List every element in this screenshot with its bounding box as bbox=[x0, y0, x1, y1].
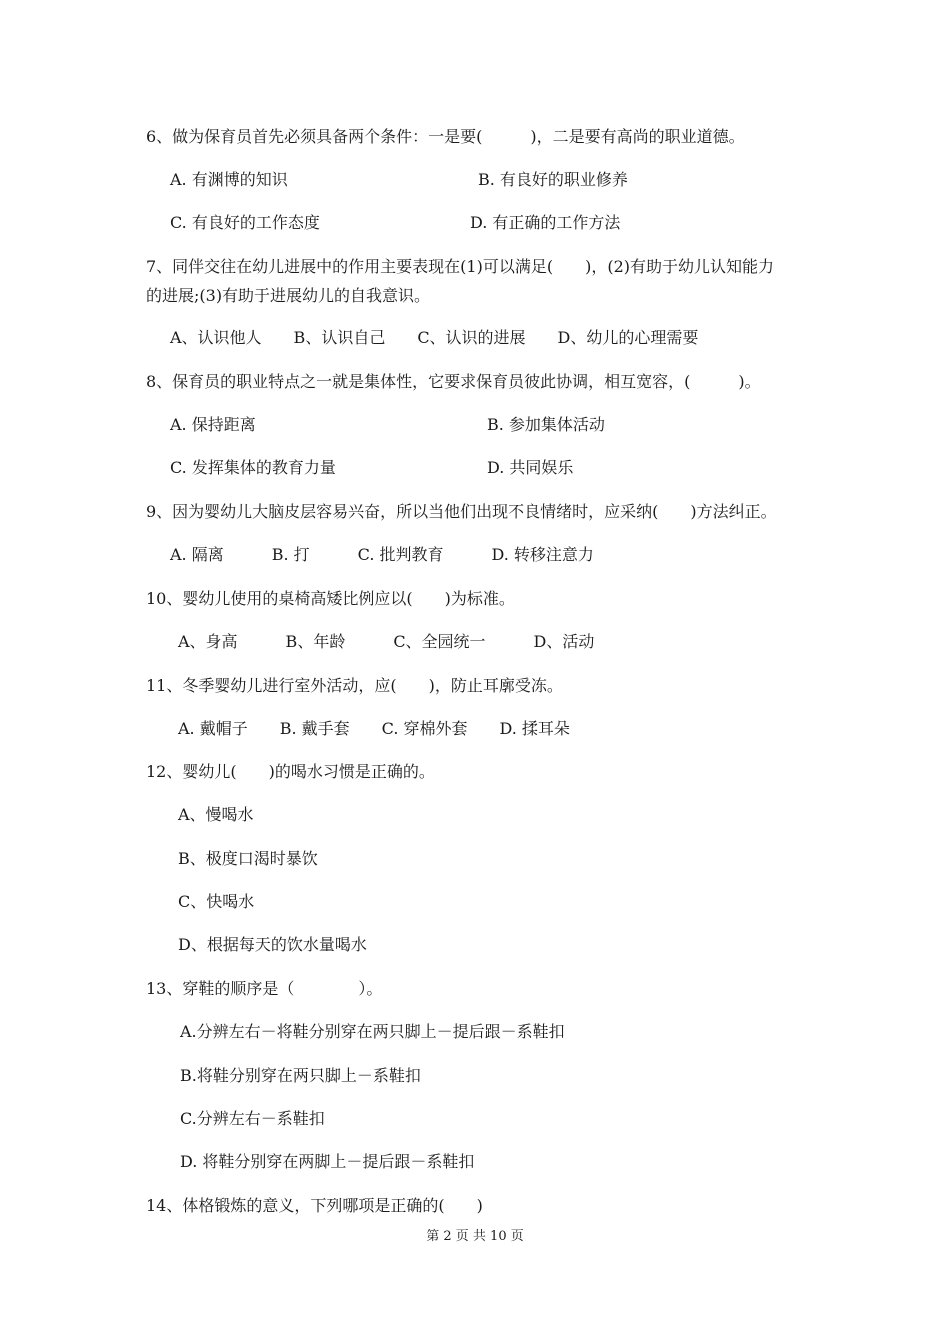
question-11-stem: 11、冬季婴幼儿进行室外活动，应( )，防止耳廓受冻。 bbox=[146, 676, 563, 695]
question-10-options: A、身高 B、年龄 C、全园统一 D、活动 bbox=[178, 632, 595, 651]
question-12-option-a: A、慢喝水 bbox=[178, 805, 254, 824]
question-6-option-b: B. 有良好的职业修养 bbox=[478, 170, 628, 189]
question-7-stem-line-1: 7、同伴交往在幼儿进展中的作用主要表现在(1)可以满足( )，(2)有助于幼儿认知能力 bbox=[146, 257, 774, 276]
question-12-option-b: B、极度口渴时暴饮 bbox=[178, 849, 318, 868]
question-10-stem: 10、婴幼儿使用的桌椅高矮比例应以( )为标准。 bbox=[146, 589, 515, 608]
question-13-option-a: A.分辨左右－将鞋分别穿在两只脚上－提后跟－系鞋扣 bbox=[180, 1022, 565, 1041]
question-11-options: A. 戴帽子 B. 戴手套 C. 穿棉外套 D. 揉耳朵 bbox=[178, 719, 570, 738]
question-8-option-b: B. 参加集体活动 bbox=[487, 415, 605, 434]
question-12-stem: 12、婴幼儿( )的喝水习惯是正确的。 bbox=[146, 762, 435, 781]
question-12-option-d: D、根据每天的饮水量喝水 bbox=[178, 935, 367, 954]
question-8-option-d: D. 共同娱乐 bbox=[487, 458, 574, 477]
question-6-option-a: A. 有渊博的知识 bbox=[170, 170, 288, 189]
question-6-option-c: C. 有良好的工作态度 bbox=[170, 213, 320, 232]
question-7-stem-line-2: 的进展;(3)有助于进展幼儿的自我意识。 bbox=[146, 286, 431, 305]
question-14-stem: 14、体格锻炼的意义，下列哪项是正确的( ) bbox=[146, 1196, 483, 1215]
question-13-stem: 13、穿鞋的顺序是（ ）。 bbox=[146, 979, 383, 998]
question-9-options: A. 隔离 B. 打 C. 批判教育 D. 转移注意力 bbox=[170, 545, 594, 564]
question-9-stem: 9、因为婴幼儿大脑皮层容易兴奋，所以当他们出现不良情绪时，应采纳( )方法纠正。 bbox=[146, 502, 777, 521]
question-8-option-c: C. 发挥集体的教育力量 bbox=[170, 458, 336, 477]
question-6-stem: 6、做为保育员首先必须具备两个条件：一是要( )，二是要有高尚的职业道德。 bbox=[146, 127, 745, 146]
question-8-stem: 8、保育员的职业特点之一就是集体性，它要求保育员彼此协调，相互宽容，( )。 bbox=[146, 372, 761, 391]
question-13-option-b: B.将鞋分别穿在两只脚上－系鞋扣 bbox=[180, 1066, 421, 1085]
question-7-options: A、认识他人 B、认识自己 C、认识的进展 D、幼儿的心理需要 bbox=[170, 328, 699, 347]
question-13-option-d: D. 将鞋分别穿在两脚上－提后跟－系鞋扣 bbox=[180, 1152, 475, 1171]
page-footer: 第 2 页 共 10 页 bbox=[426, 1229, 524, 1244]
question-8-option-a: A. 保持距离 bbox=[170, 415, 256, 434]
question-13-option-c: C.分辨左右－系鞋扣 bbox=[180, 1109, 325, 1128]
question-12-option-c: C、快喝水 bbox=[178, 892, 255, 911]
question-6-option-d: D. 有正确的工作方法 bbox=[470, 213, 621, 232]
